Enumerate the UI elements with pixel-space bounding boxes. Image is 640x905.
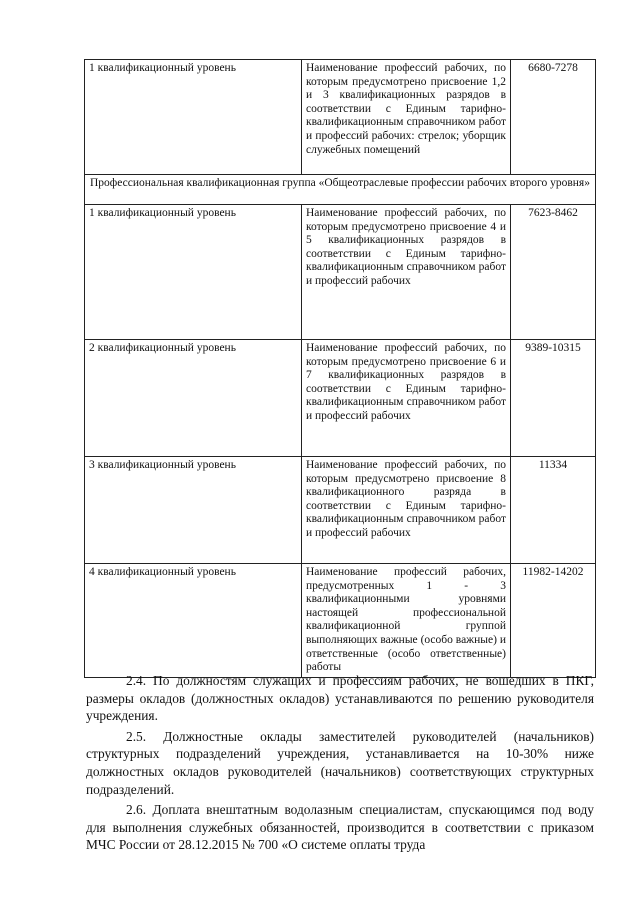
description-cell: Наименование профессий рабочих, по которым предусмотрено присвоение 1,2 и 3 квалификационных разрядов в соответствии с Единым тарифно-квалификационным справочником работ и профессий рабочих: стрелок; уборщик служебных помещений <box>302 60 511 175</box>
body-text <box>86 672 594 854</box>
group-title: Профессиональная квалификационная группа «Общеотраслевые профессии рабочих второго уровня» <box>85 175 596 205</box>
paragraph-2-5: 2.5. Должностные оклады заместителей руководителей (начальников) структурных подразделений учреждения, устанавливается на 10-30% ниже должностных окладов руководителей (начальников) соответствующих структурных подразделений. <box>86 728 594 797</box>
level-cell: 2 квалификационный уровень <box>85 340 302 457</box>
table-row <box>85 457 596 564</box>
paragraph-2-6: 2.6. Доплата внештатным водолазным специалистам, спускающимся под воду для выполнения служебных обязанностей, производится в соответствии с приказом МЧС России от 28.12.2015 № 700 «О системе оплаты труда <box>86 802 594 853</box>
salary-cell: 7623-8462 <box>511 205 596 340</box>
description-cell: Наименование профессий рабочих, по которым предусмотрено присвоение 4 и 5 квалификационных разрядов в соответствии с Единым тарифно-квалификационным справочником работ и профессий рабочих <box>302 205 511 340</box>
description-cell: Наименование профессий рабочих, по которым предусмотрено присвоение 6 и 7 квалификационных разрядов в соответствии с Единым тарифно-квалификационным справочником работ и профессий рабочих <box>302 340 511 457</box>
salary-cell: 11982-14202 <box>511 564 596 678</box>
qualification-table <box>84 59 596 678</box>
level-cell: 1 квалификационный уровень <box>85 60 302 175</box>
table-row <box>85 340 596 457</box>
salary-cell: 9389-10315 <box>511 340 596 457</box>
table-row <box>85 564 596 678</box>
table-row <box>85 60 596 175</box>
level-cell: 3 квалификационный уровень <box>85 457 302 564</box>
salary-cell: 11334 <box>511 457 596 564</box>
level-cell: 1 квалификационный уровень <box>85 205 302 340</box>
salary-cell: 6680-7278 <box>511 60 596 175</box>
group-header-row <box>85 175 596 205</box>
description-cell: Наименование профессий рабочих, по которым предусмотрено присвоение 8 квалификационного разряда в соответствии с Единым тарифно-квалификационным справочником работ и профессий рабочих <box>302 457 511 564</box>
description-cell: Наименование профессий рабочих, предусмотренных 1 - 3 квалификационными уровнями настоящей профессиональной квалификационной группой выполняющих важные (особо важные) и ответственные (особо ответственные) работы <box>302 564 511 678</box>
level-cell: 4 квалификационный уровень <box>85 564 302 678</box>
paragraph-2-4: 2.4. По должностям служащих и профессиям рабочих, не вошедших в ПКГ, размеры окладов (должностных окладов) устанавливаются по решению руководителя учреждения. <box>86 673 594 724</box>
table-row <box>85 205 596 340</box>
